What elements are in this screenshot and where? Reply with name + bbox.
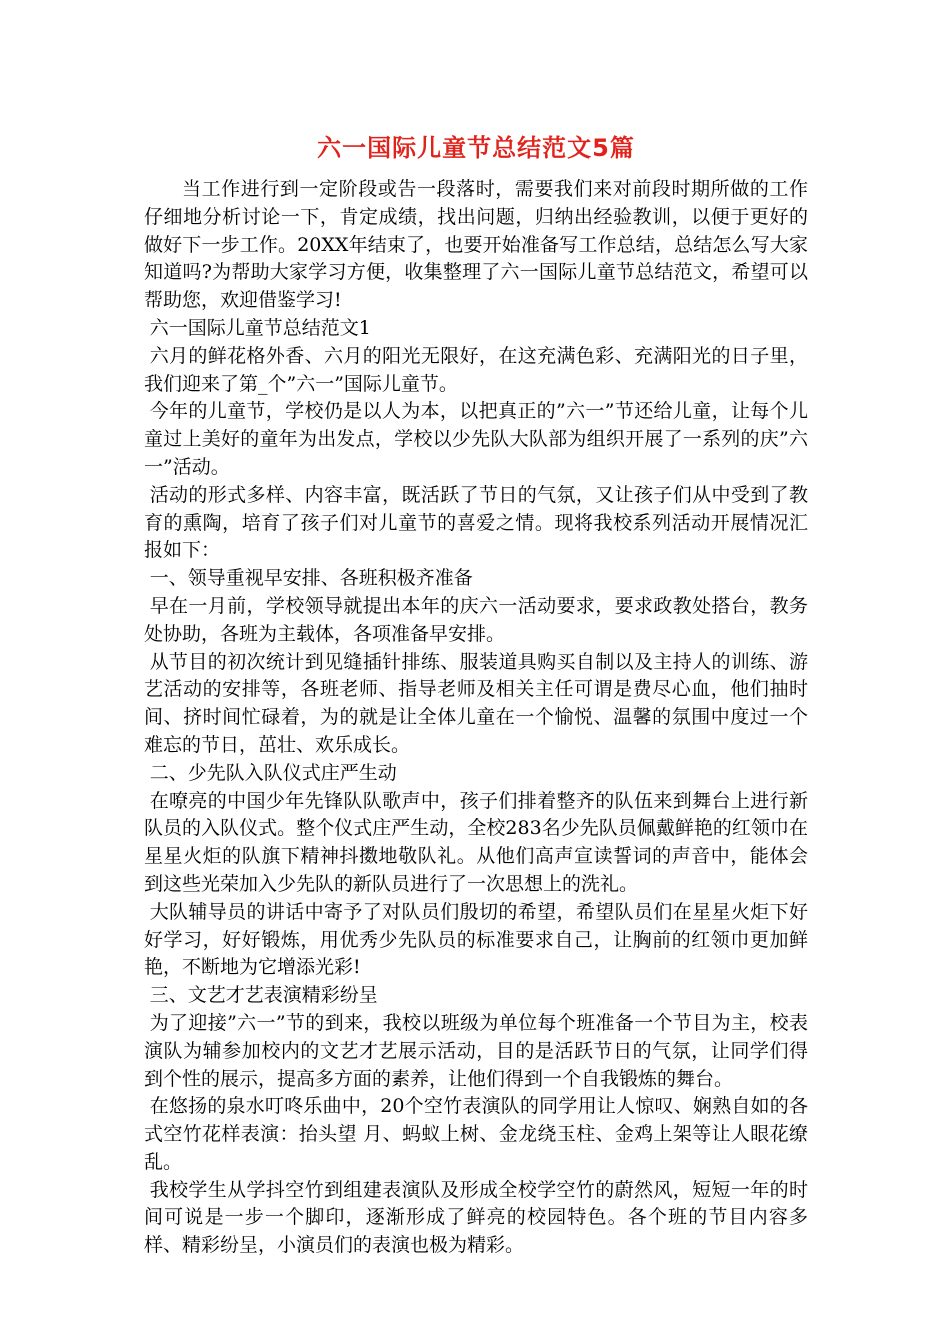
document-page <box>144 128 808 1260</box>
body-paragraph: 从节目的初次统计到见缝插针排练、服装道具购买自制以及主持人的训练、游艺活动的安排等，各班老师、指导老师及相关主任可谓是费尽心血，他们抽时间、挤时间忙碌着，为的就是让全体儿童在一个愉悦、温馨的氛围中度过一个难忘的节日，茁壮、欢乐成长。 <box>144 650 808 756</box>
body-paragraph: 我校学生从学抖空竹到组建表演队及形成全校学空竹的蔚然风，短短一年的时间可说是一步一个脚印，逐渐形成了鲜亮的校园特色。各个班的节目内容多样、精彩纷呈，小演员们的表演也极为精彩。 <box>144 1178 808 1257</box>
body-paragraph: 在悠扬的泉水叮咚乐曲中，20个空竹表演队的同学用让人惊叹、娴熟自如的各式空竹花样表演：抬头望 月、蚂蚁上树、金龙绕玉柱、金鸡上架等让人眼花缭乱。 <box>144 1095 808 1173</box>
body-paragraph: 为了迎接”六一”节的到来，我校以班级为单位每个班准备一个节目为主，校表演队为辅参加校内的文艺才艺展示活动，目的是活跃节日的气氛，让同学们得到个性的展示，提高多方面的素养，让他们得到一个自我锻炼的舞台。 <box>144 1011 808 1090</box>
body-paragraph: 六月的鲜花格外香、六月的阳光无限好，在这充满色彩、充满阳光的日子里，我们迎来了第_个”六一”国际儿童节。 <box>144 344 808 395</box>
body-paragraph: 在嘹亮的中国少年先锋队队歌声中，孩子们排着整齐的队伍来到舞台上进行新队员的入队仪式。整个仪式庄严生动，全校283名少先队员佩戴鲜艳的红领巾在星星火炬的队旗下精神抖擞地敬队礼。从他们高声宣读誓词的声音中，能体会到这些光荣加入少先队的新队员进行了一次思想上的洗礼。 <box>144 789 808 895</box>
subheading: 二、少先队入队仪式庄严生动 <box>149 761 397 784</box>
body-paragraph: 今年的儿童节，学校仍是以人为本，以把真正的”六一”节还给儿童，让每个儿童过上美好的童年为出发点，学校以少先队大队部为组织开展了一系列的庆”六一”活动。 <box>144 400 808 478</box>
section-title: 六一国际儿童节总结范文1 <box>149 316 371 339</box>
body-paragraph: 早在一月前，学校领导就提出本年的庆六一活动要求，要求政教处搭台，教务处协助，各班为主载体，各项准备早安排。 <box>144 594 808 645</box>
document-title: 六一国际儿童节总结范文5篇 <box>317 134 635 162</box>
subheading: 三、文艺才艺表演精彩纷呈 <box>149 984 378 1007</box>
intro-paragraph: 当工作进行到一定阶段或告一段落时，需要我们来对前段时期所做的工作仔细地分析讨论一下，肯定成绩，找出问题，归纳出经验教训，以便于更好的做好下一步工作。20XX年结束了，也要开始准备写工作总结，总结怎么写大家知道吗?为帮助大家学习方便，收集整理了六一国际儿童节总结范文，希望可以帮助您，欢迎借鉴学习! <box>144 178 808 312</box>
body-paragraph: 活动的形式多样、内容丰富，既活跃了节日的气氛，又让孩子们从中受到了教育的熏陶，培育了孩子们对儿童节的喜爱之情。现将我校系列活动开展情况汇报如下： <box>144 483 808 562</box>
body-paragraph: 大队辅导员的讲话中寄予了对队员们殷切的希望，希望队员们在星星火炬下好好学习，好好锻炼，用优秀少先队员的标准要求自己，让胸前的红领巾更加鲜艳，不断地为它增添光彩! <box>144 900 808 979</box>
subheading: 一、领导重视早安排、各班积极齐准备 <box>149 567 473 590</box>
